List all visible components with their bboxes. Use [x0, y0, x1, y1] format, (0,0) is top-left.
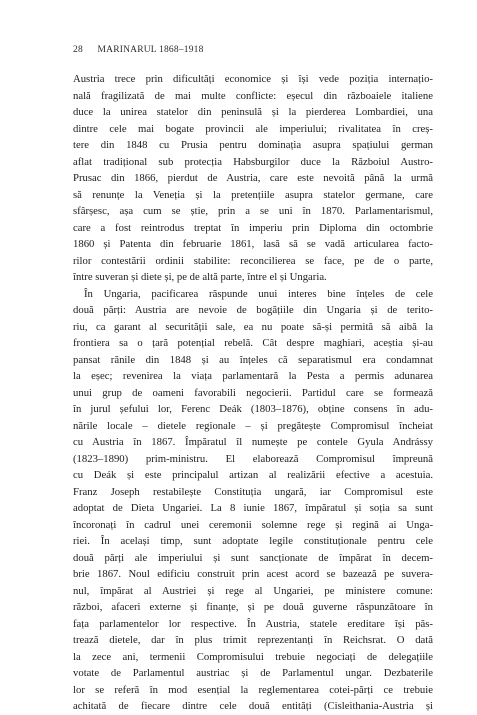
text-line: Austria trece prin dificultăți economice și își vede poziția internațio- [73, 73, 433, 85]
text-line: tere din 1848 cu Prusia pentru dominația asupra spațiului german [73, 139, 433, 151]
text-line: încoronați în cadrul unei ceremonii solemne rege și regină ai Unga- [73, 518, 433, 531]
text-line: aflat tradițional sub protecția Habsburgilor duce la Războiul Austro- [73, 155, 433, 168]
text-line: dintre cele mai bogate provincii ale imperiului; rivalitatea în creș- [73, 122, 433, 135]
text-line: pansat rănile din 1848 și au înțeles că separatismul era condamnat [73, 353, 433, 366]
text-line: cu Austria în 1867. Împăratul îl numește pe contele Gyula Andrássy [73, 436, 433, 448]
text-line: Franz Joseph restabilește Constituția ungară, iar Compromisul este [73, 485, 433, 498]
text-line: lor se referă în mod esențial la reglementarea cotei-părți ce trebuie [73, 683, 433, 696]
text-line: să renunțe la Veneția și la pretențiile asupra statelor germane, care [73, 188, 433, 201]
text-line: unui grup de oameni favorabili negocierii. Partidul care se formează [73, 386, 433, 399]
text-line: război, afaceri externe și finanțe, și pe două guverne răspunzătoare în [73, 601, 433, 613]
text-line: care a fost reintrodus treptat în imperiu prin Diploma din octombrie [73, 221, 433, 234]
text-line: fața parlamentelor lor respective. În Austria, statele ereditare își păs- [73, 617, 433, 630]
body-text [73, 71, 433, 715]
text-line: riu, ca garant al securității sale, ea nu poate să-și permită să aibă la [73, 320, 433, 333]
text-line: cu Deák și este principalul artizan al realizării efective a acestuia. [73, 469, 433, 481]
text-line: rilor contestării ordinii stabilite: reconcilierea se face, pe de o parte, [73, 254, 433, 267]
running-title: MARINARUL 1868–1918 [97, 45, 204, 55]
text-line: adoptat de Dieta Ungariei. La 8 iunie 1867, împăratul și soția sa sunt [73, 502, 433, 514]
text-line: la eșec; revenirea la viața parlamentară la Pesta a permis adunarea [73, 370, 433, 382]
text-line: sfârșesc, așa cum se știe, prin a se uni în 1870. Parlamentarismul, [73, 205, 433, 217]
text-line: riei. În același timp, sunt adoptate legile constituționale pentru cele [73, 535, 433, 547]
text-line: 1860 și Patenta din februarie 1861, lasă să se vadă articularea facto- [73, 238, 433, 250]
text-line: nările locale – dietele regionale – și pregătește Compromisul încheiat [73, 419, 433, 432]
text-line: trează dietele, dar în plus trimit reprezentanți în Reichsrat. O dată [73, 634, 433, 646]
text-line: la zece ani, termenii Compromisului trebuie negociați de delegațiile [73, 650, 433, 663]
text-line: (1823–1890) prim-ministru. El elaborează Compromisul împreună [73, 452, 433, 465]
text-line: achitată de fiecare dintre cele două entități (Cisleithania-Austria și [73, 700, 433, 712]
text-line: votate de Parlamentul austriac și de Parlamentul ungar. Dezbaterile [73, 667, 433, 679]
text-line: Prusac din 1866, pierdut de Austria, care este nevoită până la urmă [73, 172, 433, 184]
text-line: nală fragilizată de mai multe conflicte: eșecul din războaiele italiene [73, 89, 433, 102]
page-number: 28 [73, 45, 83, 55]
text-line: în jurul șefului lor, Ferenc Deák (1803–1876), obține consens în adu- [73, 403, 433, 415]
text-line: brie 1867. Noul edificiu construit prin acest acord se bazează pe suvera- [73, 568, 433, 580]
text-line: două părți ale imperiului și sunt sancționate de împărat în decem- [73, 551, 433, 564]
text-line: duce la unirea statelor din peninsulă și la pierderea Lombardiei, una [73, 106, 433, 118]
text-line: două părți: Austria are nevoie de bogățiile din Ungaria și de terito- [73, 304, 433, 316]
text-line: între suveran și diete și, pe de altă parte, între el și Ungaria. [73, 271, 327, 283]
running-header [73, 45, 204, 55]
text-line: În Ungaria, pacificarea răspunde unui interes bine înțeles de cele [84, 287, 433, 300]
text-line: nul, împărat al Austriei și rege al Ungariei, pe ministere comune: [73, 584, 433, 597]
text-line: frontiera sa o țară potențial rebelă. Cât despre maghiari, aceștia și-au [73, 337, 433, 349]
